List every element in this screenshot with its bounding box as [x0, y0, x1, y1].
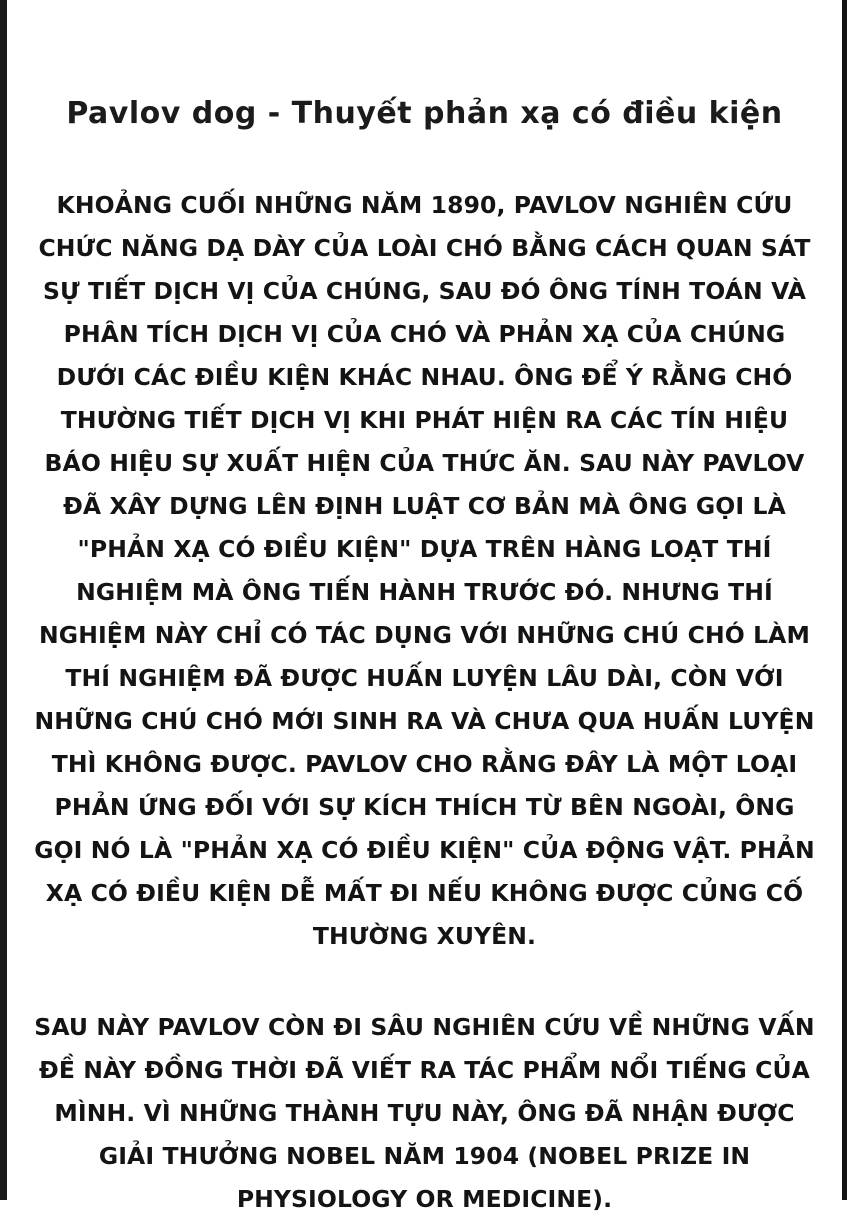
- page-title: Pavlov dog - Thuyết phản xạ có điều kiện: [66, 96, 783, 131]
- body-paragraph: SAU NÀY PAVLOV CÒN ĐI SÂU NGHIÊN CỨU VỀ NHỮNG VẤN ĐỀ NÀY ĐỒNG THỜI ĐÃ VIẾT RA TÁC PHẨM NỔI TIẾNG CỦA MÌNH. VÌ NHỮNG THÀNH TỰU NÀY, ÔNG ĐÃ NHẬN ĐƯỢC GIẢI THƯỞNG NOBEL NĂM 1904 (NOBEL PRIZE IN PHYSIOLOGY OR MEDICINE).: [34, 1013, 815, 1213]
- page-right-binding-edge: [842, 0, 847, 1200]
- body-paragraph: KHOẢNG CUỐI NHỮNG NĂM 1890, PAVLOV NGHIÊN CỨU CHỨC NĂNG DẠ DÀY CỦA LOÀI CHÓ BẰNG CÁCH QUAN SÁT SỰ TIẾT DỊCH VỊ CỦA CHÚNG, SAU ĐÓ ÔNG TÍNH TOÁN VÀ PHÂN TÍCH DỊCH VỊ CỦA CHÓ VÀ PHẢN XẠ CỦA CHÚNG DƯỚI CÁC ĐIỀU KIỆN KHÁC NHAU. ÔNG ĐỂ Ý RẰNG CHÓ THƯỜNG TIẾT DỊCH VỊ KHI PHÁT HIỆN RA CÁC TÍN HIỆU BÁO HIỆU SỰ XUẤT HIỆN CỦA THỨC ĂN. SAU NÀY PAVLOV ĐÃ XÂY DỰNG LÊN ĐỊNH LUẬT CƠ BẢN MÀ ÔNG GỌI LÀ "PHẢN XẠ CÓ ĐIỀU KIỆN" DỰA TRÊN HÀNG LOẠT THÍ NGHIỆM MÀ ÔNG TIẾN HÀNH TRƯỚC ĐÓ. NHƯNG THÍ NGHIỆM NÀY CHỈ CÓ TÁC DỤNG VỚI NHỮNG CHÚ CHÓ LÀM THÍ NGHIỆM ĐÃ ĐƯỢC HUẤN LUYỆN LÂU DÀI, CÒN VỚI NHỮNG CHÚ CHÓ MỚI SINH RA VÀ CHƯA QUA HUẤN LUYỆN THÌ KHÔNG ĐƯỢC. PAVLOV CHO RẰNG ĐÂY LÀ MỘT LOẠI PHẢN ỨNG ĐỐI VỚI SỰ KÍCH THÍCH TỪ BÊN NGOÀI, ÔNG GỌI NÓ LÀ "PHẢN XẠ CÓ ĐIỀU KIỆN" CỦA ĐỘNG VẬT. PHẢN XẠ CÓ ĐIỀU KIỆN DỄ MẤT ĐI NẾU KHÔNG ĐƯỢC CỦNG CỐ THƯỜNG XUYÊN.: [34, 191, 815, 950]
- document-content: [30, 0, 819, 1213]
- page-left-binding-edge: [0, 0, 7, 1200]
